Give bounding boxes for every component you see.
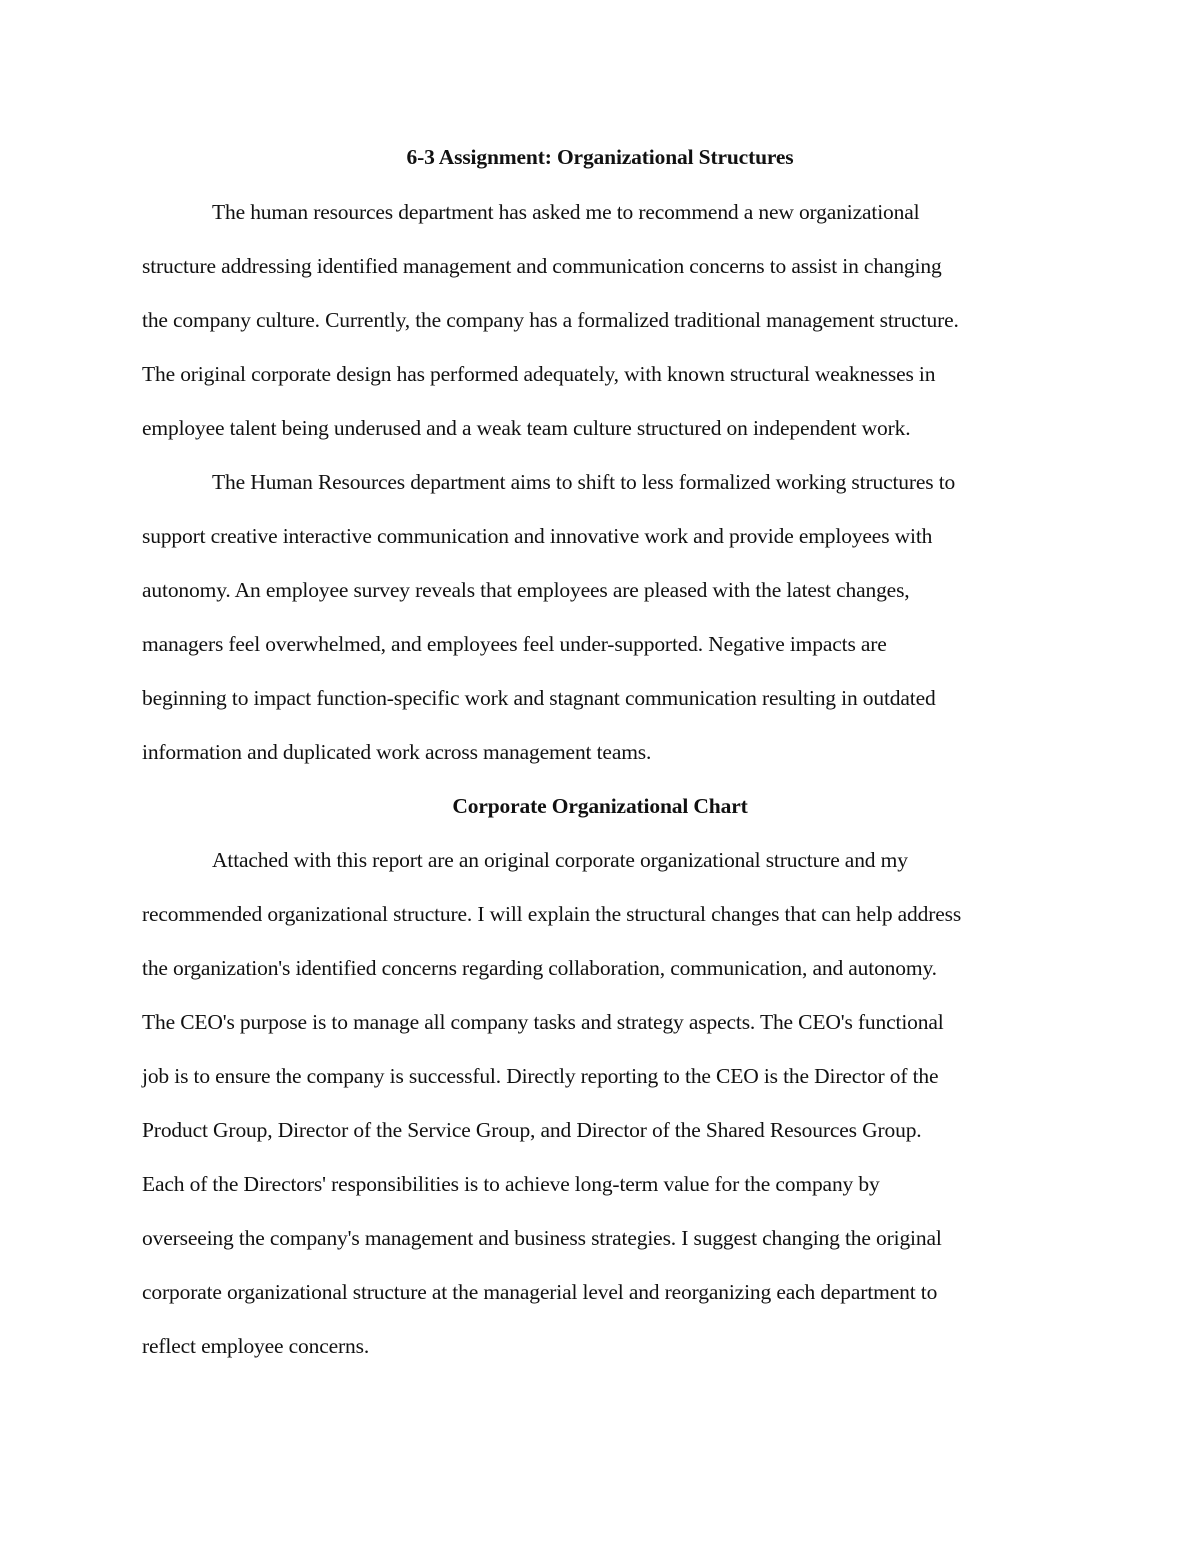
paragraph-2-line: managers feel overwhelmed, and employees feel under-supported. Negative impacts are	[142, 632, 887, 656]
paragraph-2-line: support creative interactive communication and innovative work and provide employees with	[142, 524, 933, 548]
paragraph-2-line: The Human Resources department aims to shift to less formalized working structures to	[212, 470, 956, 494]
paragraph-3-line: the organization's identified concerns regarding collaboration, communication, and autonomy.	[142, 956, 937, 980]
paragraph-3-line: overseeing the company's management and business strategies. I suggest changing the original	[142, 1226, 942, 1250]
paragraph-1-line: The original corporate design has performed adequately, with known structural weaknesses in	[142, 362, 936, 386]
paragraph-3-line: recommended organizational structure. I will explain the structural changes that can help address	[142, 902, 962, 926]
paragraph-2-line: autonomy. An employee survey reveals that employees are pleased with the latest changes,	[142, 578, 910, 602]
paragraph-1-line: structure addressing identified management and communication concerns to assist in changing	[142, 254, 942, 278]
paragraph-1-line: The human resources department has asked me to recommend a new organizational	[212, 200, 920, 224]
paragraph-3-line: corporate organizational structure at the managerial level and reorganizing each department to	[142, 1280, 938, 1304]
document-title: 6-3 Assignment: Organizational Structures	[406, 145, 794, 169]
paragraph-1-line: the company culture. Currently, the company has a formalized traditional management structure.	[142, 308, 959, 332]
paragraph-3-line: Product Group, Director of the Service Group, and Director of the Shared Resources Group.	[142, 1118, 922, 1142]
paragraph-3-line: job is to ensure the company is successful. Directly reporting to the CEO is the Director of the	[142, 1064, 939, 1088]
paragraph-2-line: beginning to impact function-specific work and stagnant communication resulting in outdated	[142, 686, 936, 710]
paragraph-2-line: information and duplicated work across management teams.	[142, 740, 652, 764]
paragraph-3-line: The CEO's purpose is to manage all company tasks and strategy aspects. The CEO's functional	[142, 1010, 944, 1034]
paragraph-3-line: Each of the Directors' responsibilities is to achieve long-term value for the company by	[142, 1172, 880, 1196]
section-heading: Corporate Organizational Chart	[452, 794, 748, 818]
paragraph-1-line: employee talent being underused and a weak team culture structured on independent work.	[142, 416, 911, 440]
paragraph-3-line: reflect employee concerns.	[142, 1334, 370, 1358]
paragraph-3-line: Attached with this report are an original corporate organizational structure and my	[212, 848, 908, 872]
